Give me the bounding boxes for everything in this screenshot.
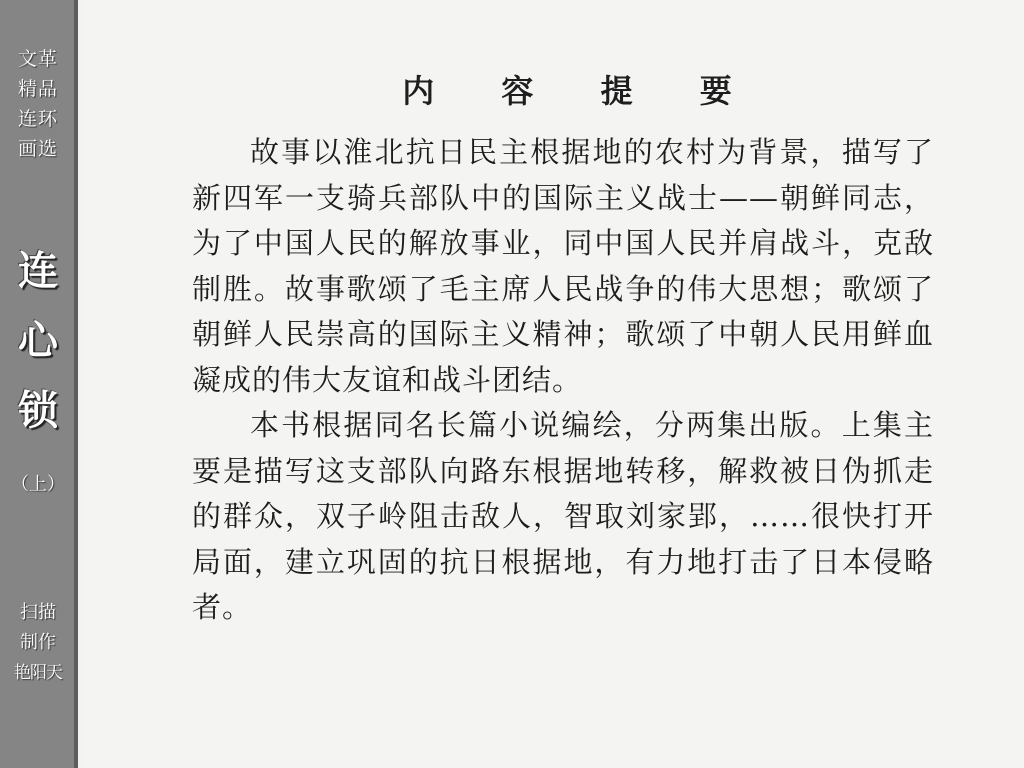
series-line: 画选 bbox=[17, 138, 58, 160]
book-title-char: 锁 bbox=[18, 387, 58, 434]
series-line: 精品 bbox=[17, 78, 58, 100]
credit-line: 扫描 bbox=[20, 602, 56, 623]
page-title: 内 容 提 要 bbox=[402, 72, 760, 110]
series-line: 连环 bbox=[17, 108, 58, 130]
book-title bbox=[0, 240, 76, 450]
summary-text bbox=[192, 130, 934, 631]
book-title-char: 连 bbox=[18, 247, 58, 294]
series-name bbox=[0, 44, 76, 164]
series-line: 文革 bbox=[17, 48, 58, 70]
credit-line: 制作 bbox=[20, 632, 56, 653]
sidebar bbox=[0, 0, 78, 768]
page-content bbox=[82, 0, 1024, 768]
paragraph: 故事以淮北抗日民主根据地的农村为背景，描写了新四军一支骑兵部队中的国际主义战士——朝鲜同志，为了中国人民的解放事业，同中国人民并肩战斗，克敌制胜。故事歌颂了毛主席人民战争的伟大思想；歌颂了朝鲜人民崇高的国际主义精神；歌颂了中朝人民用鲜血凝成的伟大友谊和战斗团结。 bbox=[192, 135, 934, 397]
scan-credit bbox=[0, 598, 76, 688]
paragraph: 本书根据同名长篇小说编绘，分两集出版。上集主要是描写这支部队向路东根据地转移，解救被日伪抓走的群众，双子岭阻击敌人，智取刘家郢，……很快打开局面，建立巩固的抗日根据地，有力地打击了日本侵略者。 bbox=[192, 408, 934, 624]
credit-name: 艳阳天 bbox=[14, 663, 62, 683]
book-title-char: 心 bbox=[18, 317, 58, 364]
volume-label: （上） bbox=[11, 474, 65, 495]
